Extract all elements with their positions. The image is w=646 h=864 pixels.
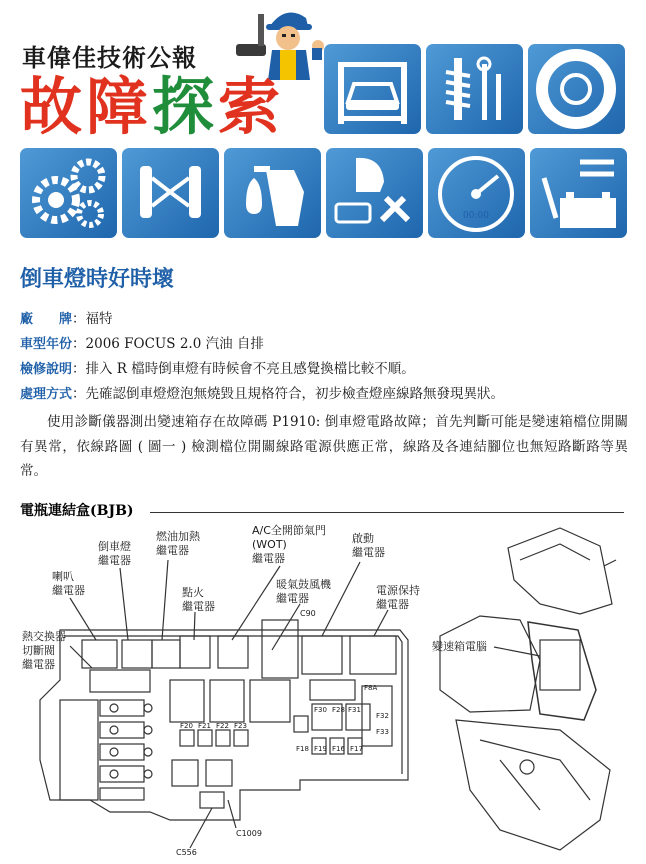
model-value: ：2006 FOCUS 2.0 汽油 自排 [72, 336, 264, 352]
label-heat-exchanger-relay: 熱交換器 切斷閥 繼電器 [22, 630, 66, 671]
check-value: ：排入 R 檔時倒車燈有時候會不亮且感覺換檔比較不順。 [72, 361, 415, 377]
fuse-code: F18 [296, 745, 309, 753]
diagram-title: 電瓶連結盒(BJB) [20, 503, 134, 519]
procedure-value: ：先確認倒車燈燈泡無燒毀且規格符合，初步檢查燈座線路無發現異狀。 [72, 386, 505, 402]
fuse-code: F33 [376, 728, 389, 736]
speedometer-icon [428, 148, 525, 238]
code-c1009: C1009 [236, 829, 262, 838]
brand-value: ：福特 [72, 311, 113, 327]
brand-row [20, 307, 630, 332]
fuse-code: F20 [180, 722, 193, 730]
label-horn-relay: 喇叭 繼電器 [52, 570, 85, 597]
brand-label: 廠 牌 [20, 312, 73, 327]
fuel-nozzle-icon [224, 148, 321, 238]
label-tcm: 變速箱電腦 [432, 640, 487, 653]
fuse-code: F21 [198, 722, 211, 730]
model-label: 車型年份 [20, 337, 73, 352]
gears-icon [20, 148, 117, 238]
banner-char-3: 探 [152, 70, 219, 143]
banner-char-4: 索 [218, 70, 285, 143]
fuse-code: F30 [314, 706, 327, 714]
label-ac-wot-relay: A/C全開節氣門 (WOT) 繼電器 [252, 524, 326, 565]
fuse-code: F31 [348, 706, 361, 714]
publication-name: 車偉佳技術公報 [22, 43, 197, 72]
fuse-code: F22 [216, 722, 229, 730]
label-blower-relay: 暖氣鼓風機 繼電器 [276, 578, 331, 605]
car-lift-icon [324, 44, 421, 134]
fuse-code: F23 [234, 722, 247, 730]
fuse-code: F16 [332, 745, 345, 753]
meta-block [20, 307, 630, 407]
fuse-code: F28 [332, 706, 345, 714]
procedure-row [20, 382, 630, 407]
label-ignition-relay: 點火 繼電器 [182, 586, 215, 613]
check-row [20, 357, 630, 382]
fuse-code: F8A [364, 684, 378, 692]
suspension-tools-icon [426, 44, 523, 134]
diagram-title-rule [150, 512, 624, 513]
speedo-readout: 00:00 [463, 211, 489, 221]
procedure-label: 處理方式 [20, 387, 73, 402]
label-start-relay: 啟動 繼電器 [352, 532, 385, 559]
check-label: 檢修說明 [20, 362, 73, 377]
welding-tools-icon [326, 148, 423, 238]
tire-icon [528, 44, 625, 134]
banner-char-1: 故 [20, 70, 87, 143]
main-banner-title [20, 72, 284, 142]
brake-caliper-icon [122, 148, 219, 238]
article-paragraph: 使用診斷儀器測出變速箱存在故障碼 P1910: 倒車燈電路故障；首先判斷可能是變速箱檔位開關有異常，依線路圖 ( 圖一 ) 檢測檔位開關線路電源供應正常，線路及各連結腳位也無短路斷路等異常。 [20, 414, 628, 479]
battery-tools-icon [530, 148, 627, 238]
code-c90: C90 [300, 609, 316, 618]
fuse-code: F17 [350, 745, 363, 753]
mechanic-mascot [236, 4, 328, 80]
code-c556: C556 [176, 848, 197, 857]
label-reverse-relay: 倒車燈 繼電器 [98, 540, 131, 567]
label-power-hold-relay: 電源保持 繼電器 [376, 584, 420, 611]
banner-char-2: 障 [86, 70, 153, 143]
article-title: 倒車燈時好時壞 [20, 267, 175, 292]
fuse-code: F19 [314, 745, 327, 753]
label-fuel-heater-relay: 燃油加熱 繼電器 [156, 530, 200, 557]
fuse-code: F32 [376, 712, 389, 720]
model-row [20, 332, 630, 357]
